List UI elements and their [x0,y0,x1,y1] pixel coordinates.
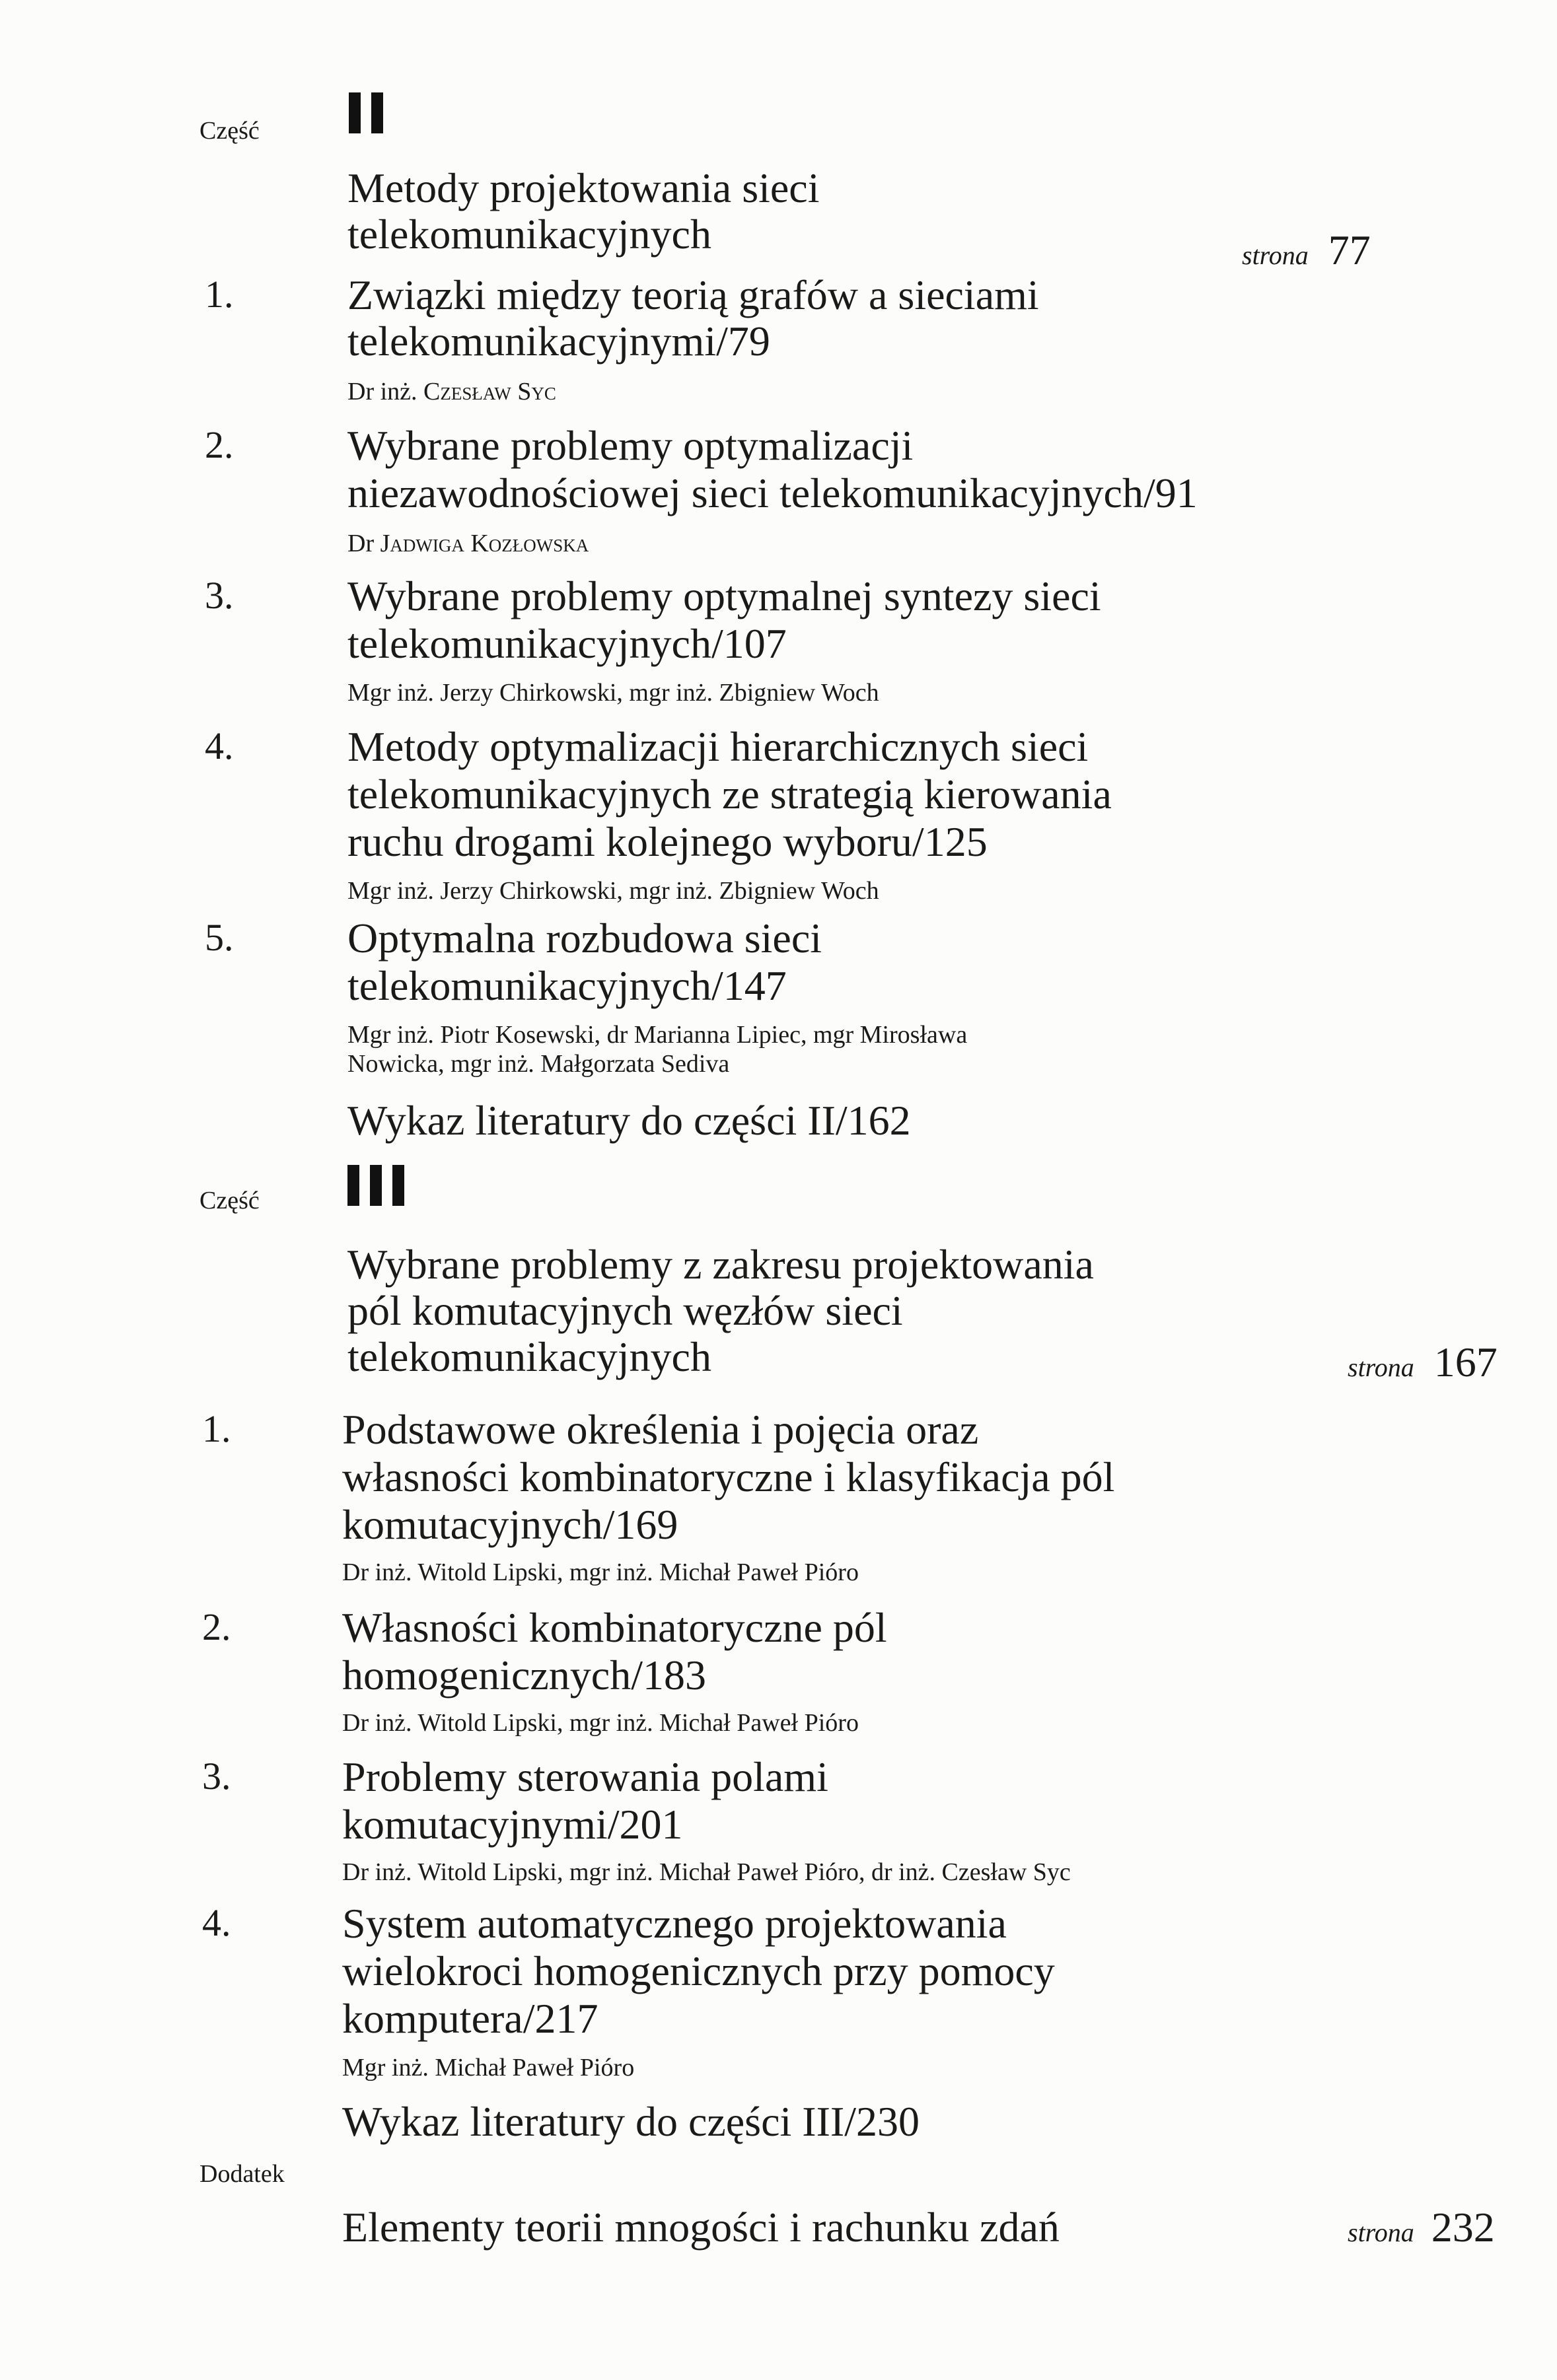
part3-page-ref [1348,1338,1498,1387]
part2-literature: Wykaz literatury do części II/162 [347,1097,911,1144]
part3-title-line1: Wybrane problemy z zakresu projektowania [347,1241,1094,1288]
chapter-number: 1. [205,273,234,316]
part2-title-line1: Metody projektowania sieci [347,164,820,211]
chapter-title-cont: wielokroci homogenicznych przy pomocy [342,1947,1055,1994]
chapter-authors: Dr inż. Witold Lipski, mgr inż. Michał Paweł Pióro [342,1558,859,1586]
author-prefix: Dr [347,530,380,557]
chapter-authors: Mgr inż. Piotr Kosewski, dr Marianna Lipiec, mgr Mirosława [347,1021,968,1049]
appendix-label: Dodatek [199,2160,285,2188]
chapter-authors: Dr inż. Witold Lipski, mgr inż. Michał Paweł Pióro [342,1709,859,1737]
part2-roman-numeral [349,92,395,133]
appendix-title: Elementy teorii mnogości i rachunku zdań [342,2204,1060,2251]
chapter-title: Związki między teorią grafów a sieciami [347,271,1039,318]
appendix-page-ref [1348,2203,1495,2252]
chapter-title-cont: ruchu drogami kolejnego wyboru/125 [347,818,988,865]
chapter-number: 5. [205,916,234,959]
chapter-title-cont: własności kombinatoryczne i klasyfikacja pól [342,1453,1115,1500]
chapter-title-cont: telekomunikacyjnych ze strategią kierowania [347,771,1112,818]
part3-literature: Wykaz literatury do części III/230 [342,2098,920,2145]
part3-title-line3: telekomunikacyjnych [347,1333,711,1380]
chapter-title: Optymalna rozbudowa sieci [347,915,822,962]
chapter-title: System automatycznego projektowania [342,1900,1007,1947]
chapter-title-cont: telekomunikacyjnych/107 [347,620,787,667]
chapter-title: Metody optymalizacji hierarchicznych sieci [347,723,1089,770]
chapter-title: Wybrane problemy optymalizacji [347,422,914,469]
chapter-authors-cont: Nowicka, mgr inż. Małgorzata Sediva [347,1050,730,1078]
part2-page-ref [1242,226,1371,275]
part3-page-number: 167 [1433,1339,1498,1385]
part3-label: Część [199,1187,260,1214]
author-name: Jadwiga Kozłowska [380,530,589,557]
chapter-authors [347,530,589,557]
chapter-number: 4. [205,724,234,767]
chapter-title: Wybrane problemy optymalnej syntezy sieci [347,573,1101,619]
chapter-title: Własności kombinatoryczne pól [342,1604,887,1651]
chapter-title-cont: komutacyjnymi/201 [342,1801,683,1848]
chapter-number: 2. [202,1605,231,1648]
chapter-number: 3. [202,1755,231,1798]
author-prefix: Dr inż. [347,378,424,405]
part2-title-line2: telekomunikacyjnych [347,211,711,258]
author-name: Czesław Syc [423,378,556,405]
part2-page-word: strona [1242,240,1309,270]
part3-page-word: strona [1348,1352,1414,1382]
chapter-title: Problemy sterowania polami [342,1753,828,1800]
chapter-title-cont: komutacyjnych/169 [342,1501,678,1548]
chapter-authors: Dr inż. Witold Lipski, mgr inż. Michał Paweł Pióro, dr inż. Czesław Syc [342,1858,1071,1886]
chapter-number: 1. [202,1407,231,1450]
chapter-title-cont: telekomunikacyjnymi/79 [347,318,770,365]
part2-label: Część [199,117,260,145]
chapter-title-cont: homogenicznych/183 [342,1652,706,1698]
chapter-authors: Mgr inż. Jerzy Chirkowski, mgr inż. Zbigniew Woch [347,877,879,905]
chapter-title-cont: niezawodnościowej sieci telekomunikacyjnych/91 [347,470,1198,516]
part3-roman-numeral [347,1165,420,1206]
chapter-authors [347,378,556,405]
chapter-number: 4. [202,1901,231,1944]
appendix-page-word: strona [1348,2218,1414,2247]
chapter-authors: Mgr inż. Michał Paweł Pióro [342,2054,635,2082]
chapter-number: 3. [205,574,234,617]
part2-page-number: 77 [1328,227,1371,273]
chapter-title-cont: komputera/217 [342,1995,598,2042]
appendix-page-number: 232 [1431,2204,1495,2251]
chapter-authors: Mgr inż. Jerzy Chirkowski, mgr inż. Zbigniew Woch [347,679,879,707]
chapter-number: 2. [205,423,234,466]
part3-title-line2: pól komutacyjnych węzłów sieci [347,1287,903,1334]
chapter-title-cont: telekomunikacyjnych/147 [347,962,787,1009]
chapter-title: Podstawowe określenia i pojęcia oraz [342,1406,979,1453]
